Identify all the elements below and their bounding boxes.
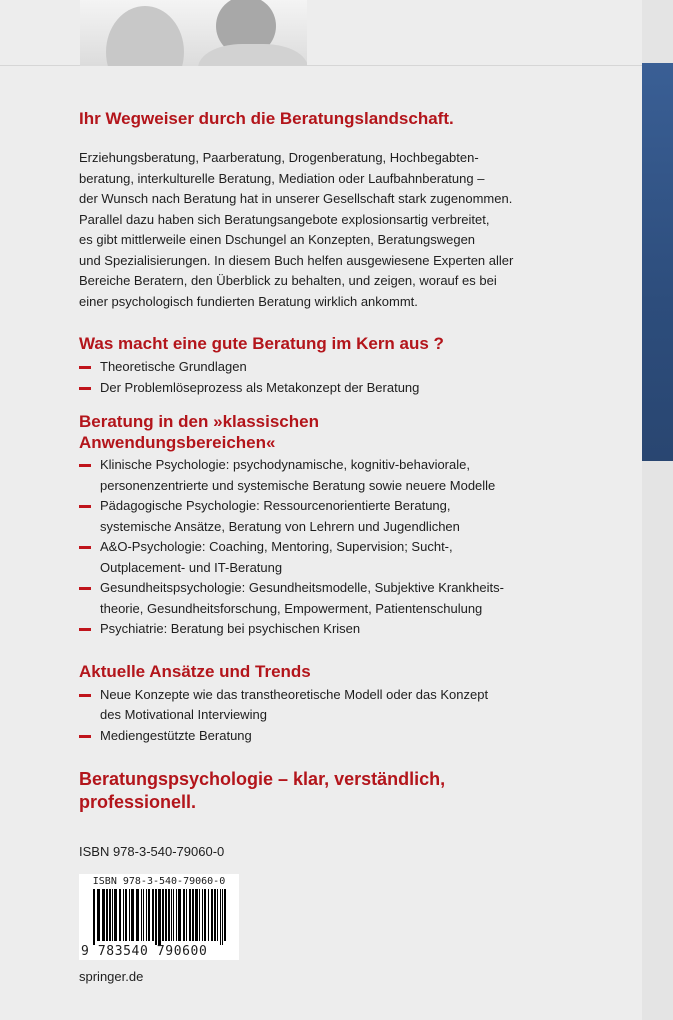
bullet-item xyxy=(79,496,519,537)
bullet-line: Neue Konzepte wie das transtheoretische Modell oder das Konzept xyxy=(100,686,489,702)
section2-heading: Beratung in den »klassischen Anwendungsbereichen« xyxy=(79,412,319,452)
bullet-line: systemische Ansätze, Beratung von Lehrern und Jugendlichen xyxy=(100,518,460,534)
section3-list xyxy=(79,685,519,747)
bullet-line: Gesundheitspsychologie: Gesundheitsmodelle, Subjektive Krankheits- xyxy=(100,580,504,595)
intro-line: Bereiche Beratern, den Überblick zu behalten, und zeigen, worauf es bei xyxy=(79,273,497,288)
barcode-bar xyxy=(119,889,121,941)
photo-person-left xyxy=(106,6,184,66)
bullet-item xyxy=(79,537,519,578)
section1-heading: Was macht eine gute Beratung im Kern aus ? xyxy=(79,334,444,353)
barcode-bar xyxy=(155,889,157,945)
bullet-line: Psychiatrie: Beratung bei psychischen Krisen xyxy=(100,621,361,636)
barcode-bar xyxy=(141,889,142,941)
barcode-bar xyxy=(176,889,177,941)
barcode-bar xyxy=(136,889,139,941)
barcode-bar xyxy=(143,889,144,941)
barcode-bar xyxy=(93,889,95,945)
intro-line: beratung, interkulturelle Beratung, Mediation oder Laufbahnberatung – xyxy=(79,170,485,186)
barcode-bar xyxy=(152,889,154,941)
spine-color-bar xyxy=(642,63,673,461)
bullet-item xyxy=(79,726,519,747)
bullet-item xyxy=(79,685,519,726)
barcode-bar xyxy=(208,889,209,941)
bullet-line: des Motivational Interviewing xyxy=(100,707,267,722)
barcode-bar xyxy=(171,889,172,941)
intro-line: es gibt mittlerweile einen Dschungel an Konzepten, Beratungswegen xyxy=(79,232,476,247)
barcode-bar xyxy=(129,889,130,941)
publisher-website: springer.de xyxy=(79,969,144,984)
intro-line: Parallel dazu haben sich Beratungsangebote explosionsartig verbreitet, xyxy=(79,211,490,227)
tagline-line: Beratungspsychologie – klar, verständlich, xyxy=(79,769,446,789)
barcode-bars xyxy=(81,889,237,945)
intro-line: und Spezialisierungen. In diesem Buch helfen ausgewiesene Experten aller xyxy=(79,252,514,268)
barcode-bar xyxy=(146,889,147,941)
bullet-item xyxy=(79,455,519,496)
barcode-bar xyxy=(125,889,127,941)
barcode-bar xyxy=(162,889,164,941)
barcode-bar xyxy=(158,889,161,945)
barcode-bar xyxy=(114,889,117,941)
bullet-line: Der Problemlöseprozess als Metakonzept der Beratung xyxy=(100,379,420,395)
barcode-bar xyxy=(168,889,170,941)
barcode-bar xyxy=(109,889,111,941)
bullet-line: theorie, Gesundheitsforschung, Empowerment, Patientenschulung xyxy=(100,600,483,616)
barcode-bar xyxy=(222,889,223,945)
barcode-bar xyxy=(202,889,203,941)
intro-line: Erziehungsberatung, Paarberatung, Drogenberatung, Hochbegabten- xyxy=(79,150,479,165)
barcode-bar xyxy=(211,889,213,941)
barcode-bar xyxy=(224,889,226,941)
barcode-bar xyxy=(186,889,187,941)
section1-list xyxy=(79,357,519,398)
barcode-isbn-label: ISBN 978-3-540-79060-0 xyxy=(92,876,226,887)
cover-photo xyxy=(80,0,307,66)
section3-heading: Aktuelle Ansätze und Trends xyxy=(79,661,311,681)
intro-line: einer psychologisch fundierten Beratung wirklich ankommt. xyxy=(79,293,418,309)
barcode-bar xyxy=(123,889,124,941)
bullet-line: Outplacement- und IT-Beratung xyxy=(100,559,283,575)
bullet-line: Mediengestützte Beratung xyxy=(100,727,252,743)
bullet-line: Klinische Psychologie: psychodynamische, kognitiv-behaviorale, xyxy=(100,457,470,472)
barcode-bar xyxy=(183,889,185,941)
back-cover-content xyxy=(79,108,519,814)
isbn-barcode xyxy=(79,874,239,960)
bullet-line: A&O-Psychologie: Coaching, Mentoring, Supervision; Sucht-, xyxy=(100,539,453,554)
bullet-item xyxy=(79,357,519,378)
barcode-bar xyxy=(189,889,191,941)
barcode-bar xyxy=(112,889,113,941)
tagline-line: professionell. xyxy=(79,792,197,812)
barcode-bar xyxy=(192,889,194,941)
bullet-line: personenzentrierte und systemische Beratung sowie neuere Modelle xyxy=(100,477,496,493)
barcode-bar xyxy=(195,889,198,941)
isbn-text: ISBN 978-3-540-79060-0 xyxy=(79,844,225,859)
tagline xyxy=(79,768,519,814)
bullet-item xyxy=(79,578,519,619)
bullet-line: Pädagogische Psychologie: Ressourcenorientierte Beratung, xyxy=(100,498,451,513)
barcode-bar xyxy=(102,889,105,941)
bullet-item xyxy=(79,619,519,640)
intro-paragraph xyxy=(79,148,519,312)
bullet-line: Theoretische Grundlagen xyxy=(100,359,247,374)
barcode-digits: 9 783540 790600 xyxy=(81,944,208,959)
barcode-bar xyxy=(97,889,100,941)
photo-person-right-body xyxy=(198,44,307,66)
barcode-bar xyxy=(178,889,181,941)
barcode-bar xyxy=(148,889,150,941)
barcode-bar xyxy=(106,889,108,941)
bullet-item xyxy=(79,378,519,399)
section2-list xyxy=(79,455,519,640)
intro-line: der Wunsch nach Beratung hat in unserer Gesellschaft stark zugenommen. xyxy=(79,191,513,206)
barcode-bar xyxy=(165,889,167,941)
barcode-bar xyxy=(131,889,134,941)
barcode-bar xyxy=(214,889,216,941)
barcode-bar xyxy=(204,889,206,941)
barcode-bar xyxy=(173,889,174,941)
barcode-bar xyxy=(199,889,200,941)
barcode-bar xyxy=(217,889,218,941)
barcode-bar xyxy=(220,889,221,945)
intro-heading: Ihr Wegweiser durch die Beratungslandschaft. xyxy=(79,109,454,128)
